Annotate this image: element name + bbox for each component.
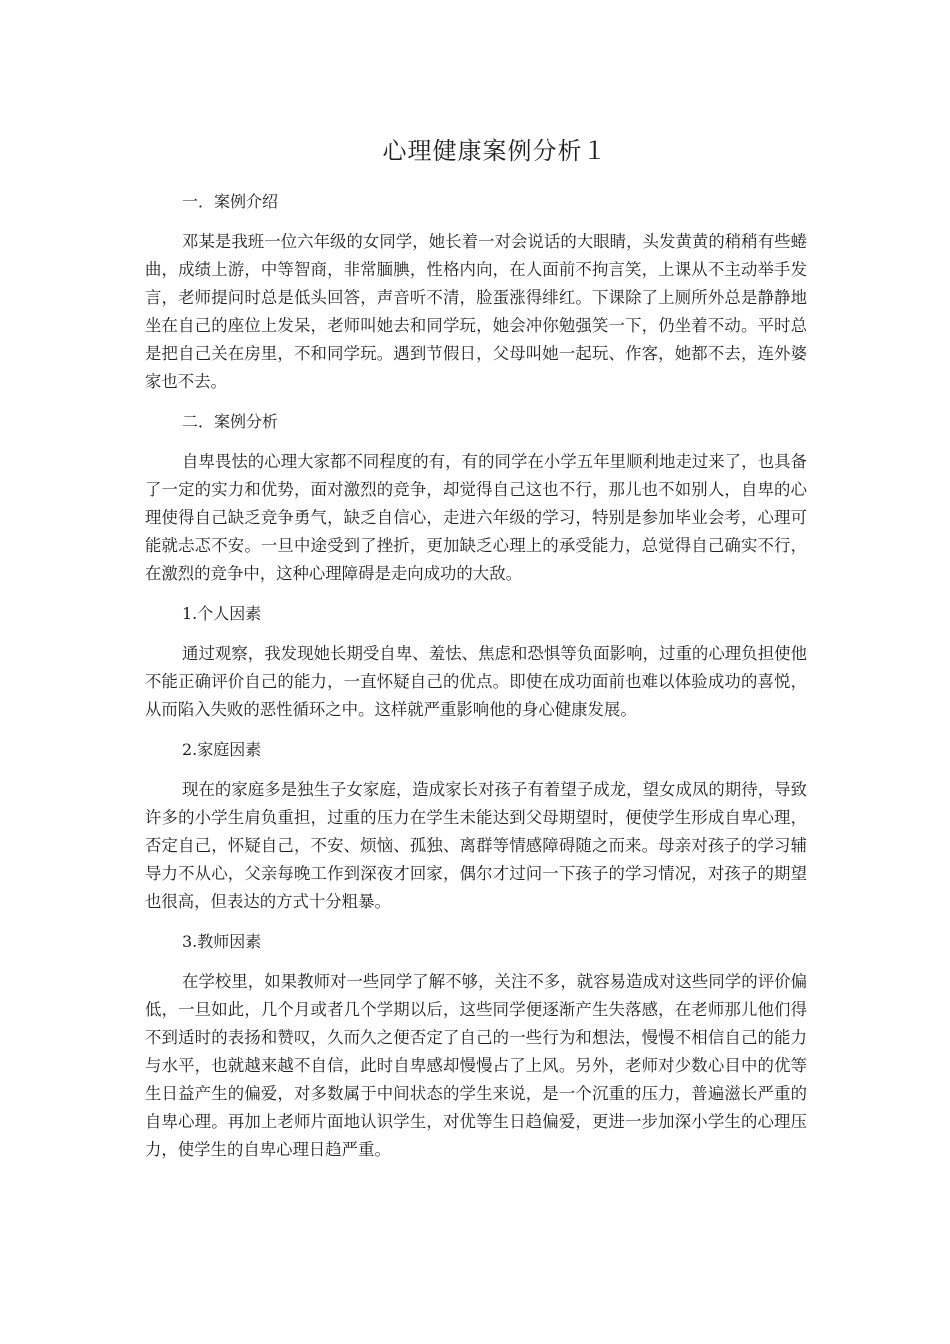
subheading-personal-factors: 1.个人因素 xyxy=(182,604,262,623)
section-heading-case-intro: 一．案例介绍 xyxy=(182,192,279,211)
paragraph-family-factors: 现在的家庭多是独生子女家庭，造成家长对孩子有着望子成龙，望女成凤的期待，导致许多的小学生肩负重担，过重的压力在学生未能达到父母期望时，便使学生形成自卑心理，否定自己，怀疑自己，不安、烦恼、孤独、离群等情感障碍随之而来。母亲对孩子的学习辅导力不从心，父亲每晚工作到深夜才回家，偶尔才过问一下孩子的学习情况，对孩子的期望也很高，但表达的方式十分粗暴。 xyxy=(145,780,807,911)
subheading-family-factors: 2.家庭因素 xyxy=(182,740,262,759)
document-body xyxy=(145,188,807,1176)
paragraph-teacher-factors: 在学校里，如果教师对一些同学了解不够，关注不多，就容易造成对这些同学的评价偏低，一旦如此，几个月或者几个学期以后，这些同学便逐渐产生失落感，在老师那儿他们得不到适时的表扬和赞叹，久而久之便否定了自己的一些行为和想法，慢慢不相信自己的能力与水平，也就越来越不自信，此时自卑感却慢慢占了上风。另外，老师对少数心目中的优等生日益产生的偏爱，对多数属于中间状态的学生来说，是一个沉重的压力，普遍滋长严重的自卑心理。再加上老师片面地认识学生，对优等生日趋偏爱，更进一步加深小学生的心理压力，使学生的自卑心理日趋严重。 xyxy=(145,972,807,1159)
document-title: 心理健康案例分析１ xyxy=(382,137,608,165)
paragraph-personal-factors: 通过观察，我发现她长期受自卑、羞怯、焦虑和恐惧等负面影响，过重的心理负担使他不能正确评价自己的能力，一直怀疑自己的优点。即使在成功面前也难以体验成功的喜悦，从而陷入失败的恶性循环之中。这样就严重影响他的身心健康发展。 xyxy=(145,644,807,719)
section-heading-case-analysis: 二．案例分析 xyxy=(182,412,279,431)
paragraph-case-analysis: 自卑畏怯的心理大家都不同程度的有，有的同学在小学五年里顺利地走过来了，也具备了一定的实力和优势，面对激烈的竞争，却觉得自己这也不行，那儿也不如别人，自卑的心理使得自己缺乏竞争勇气，缺乏自信心，走进六年级的学习，特别是参加毕业会考，心理可能就忐忑不安。一旦中途受到了挫折，更加缺乏心理上的承受能力，总觉得自己确实不行，在激烈的竞争中，这种心理障碍是走向成功的大敌。 xyxy=(145,452,807,583)
paragraph-case-intro: 邓某是我班一位六年级的女同学，她长着一对会说话的大眼睛，头发黄黄的稍稍有些蜷曲，成绩上游，中等智商，非常腼腆，性格内向，在人面前不拘言笑，上课从不主动举手发言，老师提问时总是低头回答，声音听不清，脸蛋涨得绯红。下课除了上厕所外总是静静地坐在自己的座位上发呆，老师叫她去和同学玩，她会冲你勉强笑一下，仍坐着不动。平时总是把自己关在房里，不和同学玩。遇到节假日，父母叫她一起玩、作客，她都不去，连外婆家也不去。 xyxy=(145,232,807,391)
subheading-teacher-factors: 3.教师因素 xyxy=(182,932,262,951)
